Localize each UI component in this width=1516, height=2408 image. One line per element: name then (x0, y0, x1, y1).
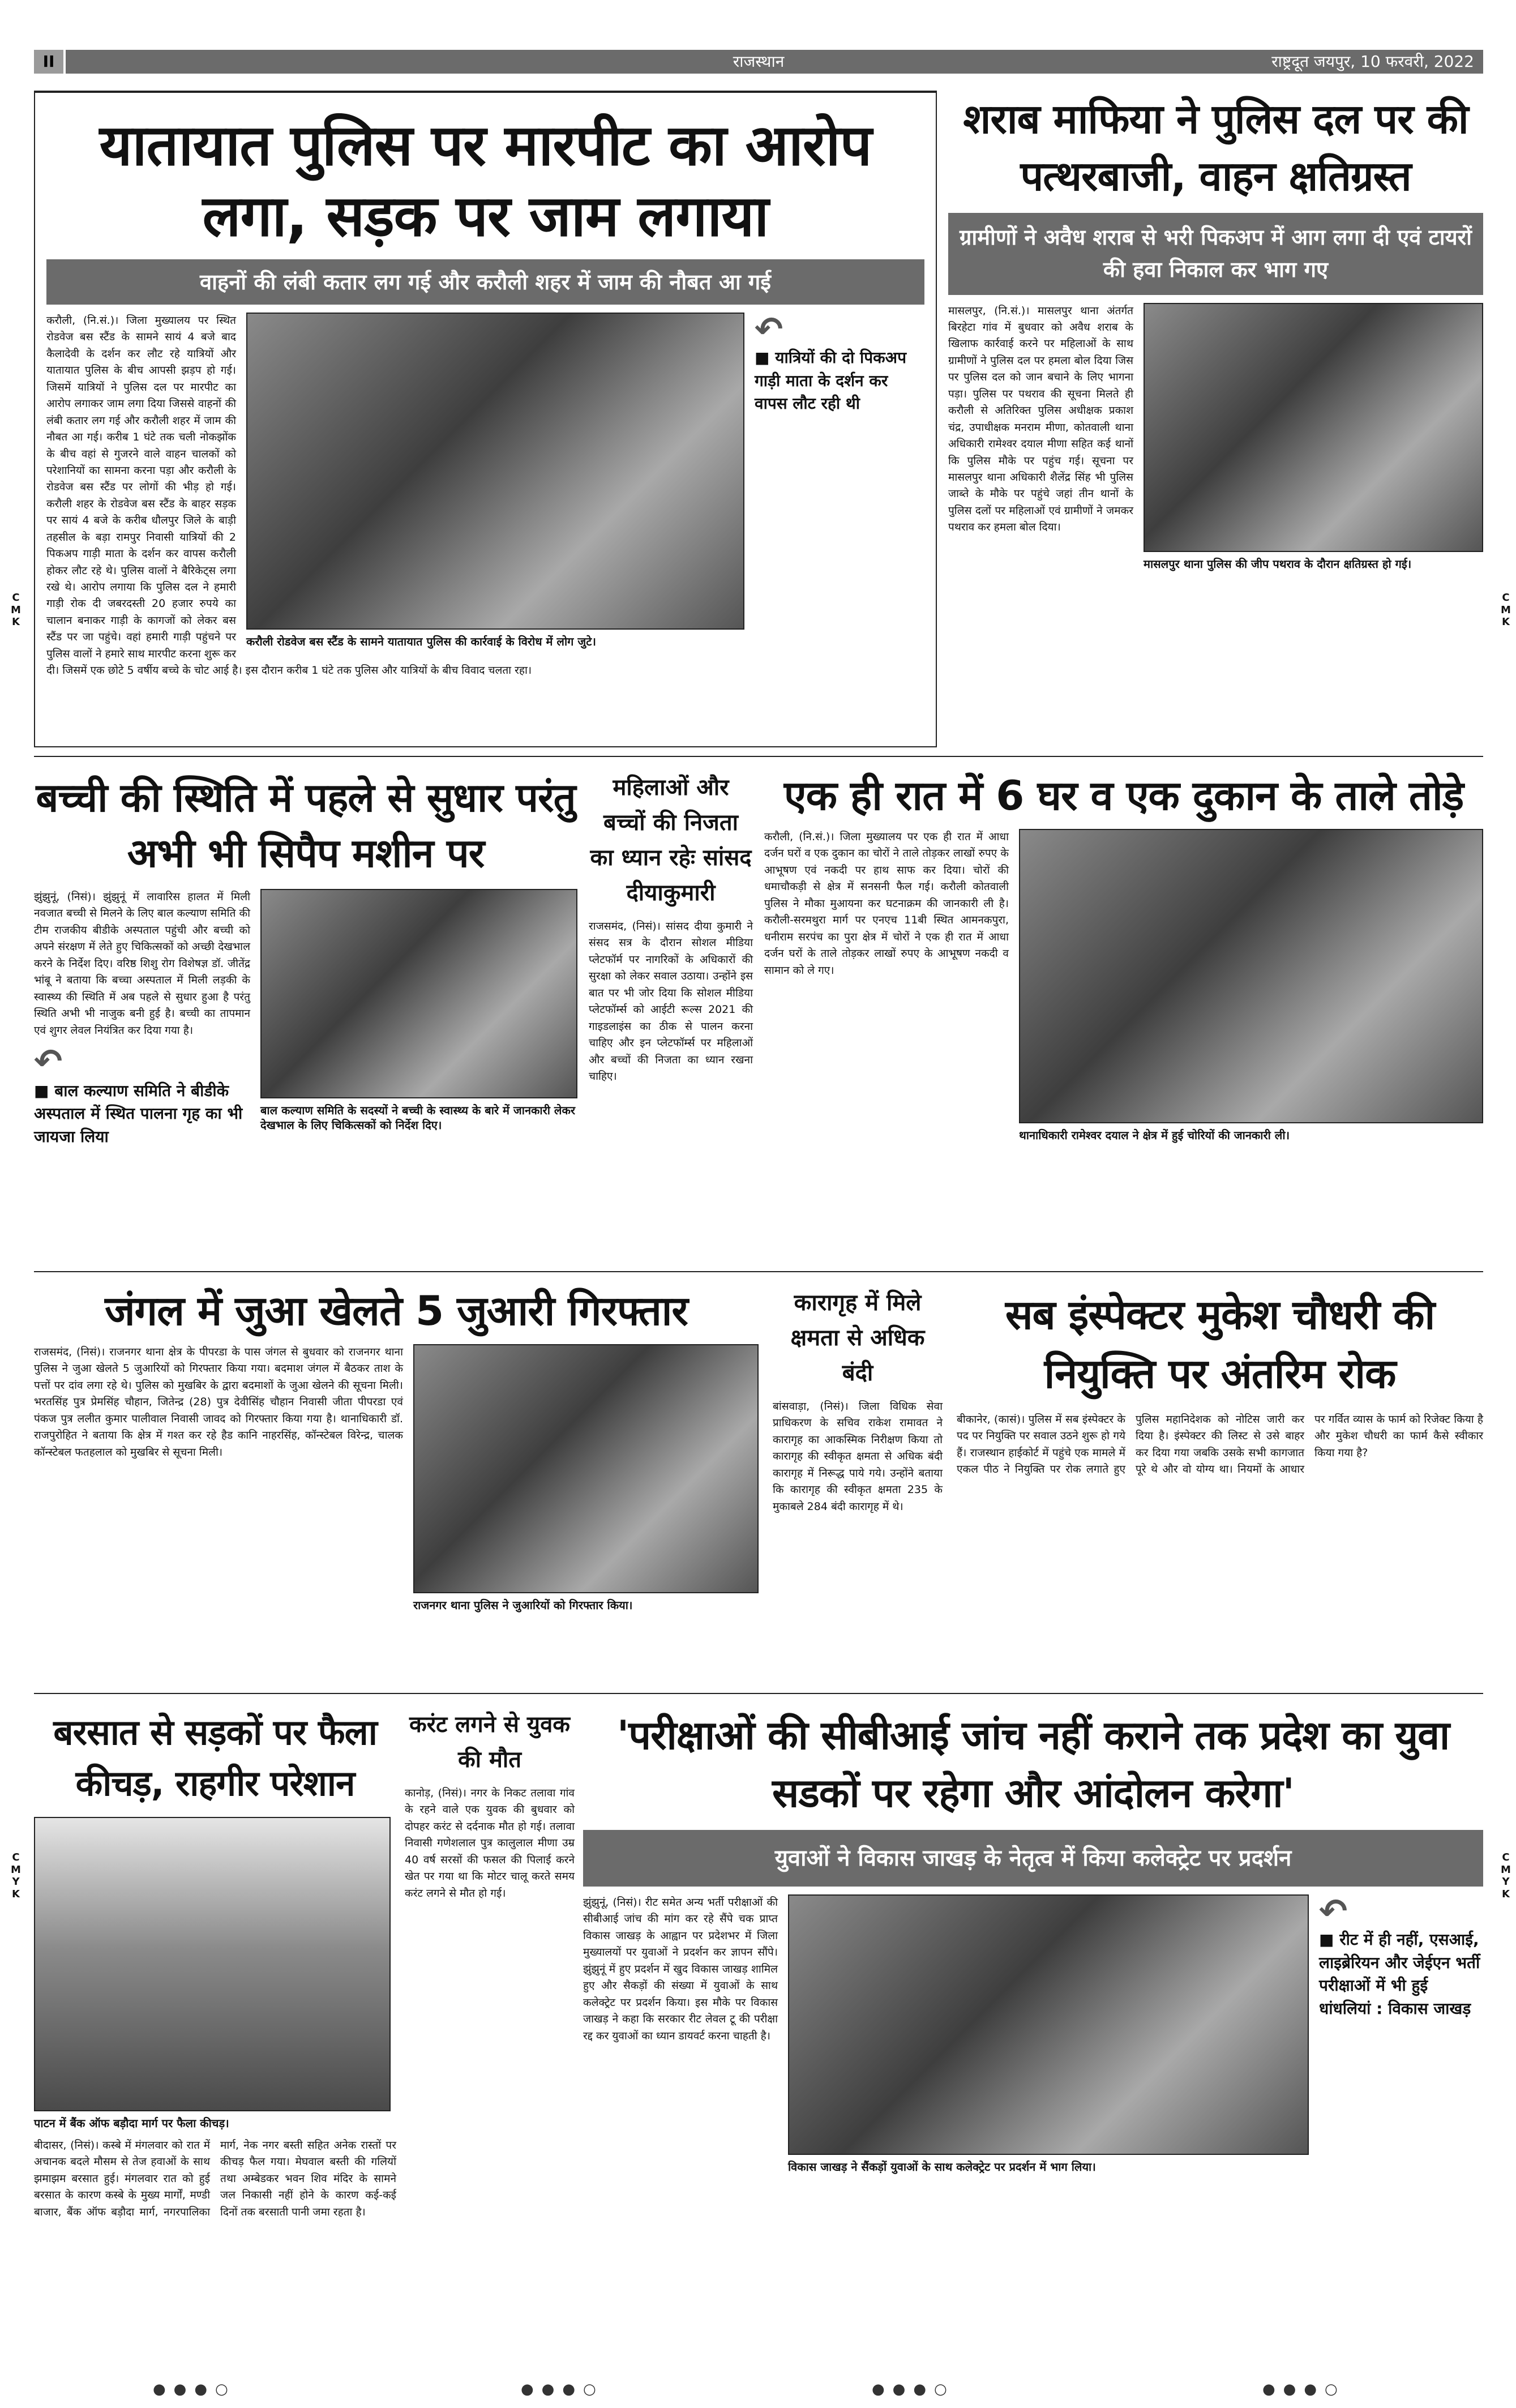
photo-figure (1144, 303, 1483, 571)
cmyk-mark-right: C M K (1501, 592, 1511, 628)
headline: एक ही रात में 6 घर व एक दुकान के ताले तोड़े (783, 772, 1464, 819)
pull-quote: ↶ ■ बाल कल्याण समिति ने बीडीके अस्पताल में स्थित पालना गृह का भी जायजा लिया (34, 1041, 243, 1146)
dateline: राष्ट्रदूत जयपुर, 10 फरवरी, 2022 (1271, 52, 1474, 71)
story-liquor-mafia (948, 91, 1483, 747)
divider (34, 1693, 1483, 1694)
article-body: बीदासर, (निसं)। कस्बे में मंगलवार को रात में अचानक बदले मौसम से तेज हवाओं के साथ झमाझम बरसात हुई। मंगलवार रात को हुई बरसात के कारण कस्बे के मुख्य मार्गों, मण्डी बाजार, बैंक ऑफ बड़ौदा मार्ग, नगरपालिका मार्ग, नेक नगर बस्ती सहित अनेक रास्तों पर कीचड़ फैल गया। मेघवाल बस्ती की गलियों तथा अम्बेडकर भवन शिव मंदिर के सामने जल निकासी नहीं होने के कारण कई-कई दिनों तक बरसाती पानी जमा रहता है। (34, 2138, 396, 2218)
story-prison (773, 1285, 943, 1682)
photo-caption: पाटन में बैंक ऑफ बड़ौदा मार्ग पर फैला कीचड़। (34, 2116, 229, 2130)
headline: बरसात से सड़कों पर फैला कीचड़, राहगीर परेशान (53, 1712, 377, 1804)
photo-figure (413, 1344, 759, 1613)
story-cbi-protest (583, 1707, 1483, 2369)
story-gambling (34, 1285, 759, 1682)
photo-arrested (413, 1344, 759, 1593)
article-body: करौली, (नि.सं.)। जिला मुख्यालय पर एक ही रात में आधा दर्जन घरों व एक दुकान का चोरों ने ताले तोड़कर लाखों रुपए के आभूषण एवं नकदी पर हाथ साफ कर दिया। चोरों की धमाचौकड़ी से क्षेत्र में सनसनी फैल गई। करौली कोतवाली पुलिस ने मौका मुआयना कर घटनाक्रम की जानकारी ली है। करौली-सरमथुरा मार्ग पर एनएच 11बी स्थित आमनकपुरा, धनीराम सरपंच का पुरा क्षेत्र में चोरों ने एक ही रात में आधा दर्जन घरों के ताले तोड़कर लाखों रुपए के आभूषण नकदी व सामान को ले गए। (764, 831, 1009, 977)
headline: बच्ची की स्थिति में पहले से सुधार परंतु अभी भी सिपैप मशीन पर (36, 775, 576, 876)
cmyk-mark-left: C M K (11, 592, 21, 628)
headline: कारागृह में मिले क्षमता से अधिक बंदी (790, 1290, 925, 1386)
photo-caption: राजनगर थाना पुलिस ने जुआरियों को गिरफ्तार किया। (413, 1598, 633, 1612)
deck: ग्रामीणों ने अवैध शराब से भरी पिकअप में आग लगा दी एवं टायरों की हवा निकाल कर भाग गए (948, 213, 1483, 295)
article-body: बांसवाड़ा, (निसं)। जिला विधिक सेवा प्राधिकरण के सचिव राकेश रामावत ने कारागृह का आकस्मिक निरीक्षण किया तो कारागृह की स्वीकृत क्षमता से अधिक बंदी कारागृह में निरूद्ध पाये गये। उन्होंने बताया कि कारागृह की स्वीकृत क्षमता 235 के मुकाबले 284 बंदी कारागृह में थे। (773, 1400, 943, 1513)
story-traffic-police (34, 91, 937, 747)
headline: यातायात पुलिस पर मारपीट का आरोप लगा, सड़क पर जाम लगाया (99, 112, 872, 249)
story-electrocution (405, 1707, 575, 2369)
arrow-icon: ↶ (34, 1041, 63, 1081)
arrow-icon: ↶ (1319, 1892, 1348, 1931)
story-burglary (764, 770, 1483, 1263)
photo-figure (788, 1894, 1309, 2174)
page-number: II (34, 50, 66, 74)
story-sub-inspector (957, 1285, 1483, 1682)
registration-dots: ●●●○ (872, 2381, 955, 2398)
article-body: मासलपुर, (नि.सं.)। मासलपुर थाना अंतर्गत बिरहेटा गांव में बुधवार को अवैध शराब के खिलाफ कार्रवाई करने पर महिलाओं के साथ ग्रामीणों ने पुलिस दल पर हमला बोल दिया जिस पर पुलिस दल को जान बचाने के लिए भागना पड़ा। पुलिस पर पथराव की सूचना मिलते ही करौली से अतिरिक्त पुलिस अधीक्षक प्रकाश चंद्र, उपाधीक्षक मनराम मीणा, कोतवाली थाना अधिकारी रामेश्वर दयाल मीणा सहित कई थानों कि पुलिस मौके पर पहुंच गई। सूचना पर मासलपुर थाना अधिकारी शैलेंद्र सिंह भी पुलिस जाब्ते के मौके पर पहुंचे जहां तीन थानों के पुलिस दलों पर महिलाओं एवं ग्रामीणों ने जमकर पथराव कर हमला बोल दिया। (948, 304, 1133, 534)
photo-caption: बाल कल्याण समिति के सदस्यों ने बच्ची के स्वास्थ्य के बारे में जानकारी लेकर देखभाल के लिए चिकित्सकों को निर्देश दिए। (260, 1104, 576, 1132)
article-body: कानोड़, (निसं)। नगर के निकट तलावा गांव के रहने वाले एक युवक की बुधवार को दोपहर करंट से दर्दनाक मौत हो गई। तलावा निवासी गणेशलाल पुत्र कालुलाल मीणा उम्र 40 वर्ष सरसों की फसल की पिलाई करने खेत पर गया था कि मोटर चालू करते समय करंट लगने से मौत हो गई। (405, 1787, 575, 1900)
divider (34, 1271, 1483, 1272)
headline: करंट लगने से युवक की मौत (409, 1712, 571, 1773)
pull-quote: ↶ ■ यात्रियों की दो पिकअप गाड़ी माता के दर्शन कर वापस लौट रही थी (755, 313, 924, 416)
photo-figure (260, 889, 577, 1132)
bullet-icon: ■ (755, 348, 776, 367)
headline: महिलाओं और बच्चों की निजता का ध्यान रहेः सांसद दीयाकुमारी (590, 775, 752, 906)
article-body: राजसमंद, (निसं)। राजनगर थाना क्षेत्र के पीपरडा के पास जंगल से बुधवार को राजनगर थाना पुलिस ने जुआ खेलते 5 जुआरियों को गिरफ्तार किया गया। बदमाश जंगल में बैठकर ताश के पत्तों पर दांव लगा रहे थे। पुलिस को मुखबिर के द्वारा बदमाशों के जुआ खेलने की सूचना मिली। भरतसिंह पुत्र प्रेमसिंह चौहान, जितेन्द्र (28) पुत्र देवीसिंह चौहान निवासी जीता पीपरडा एवं पंकज पुत्र ललीत कुमार पालीवाल निवासी जावद को गिरफ्तार किया गया है। थानाधिकारी डॉ. राजपुरोहित ने बताया कि क्षेत्र में गश्त कर रहे हैड कानि नाहरसिंह, कॉन्स्टेबल विरेन्द्र, चालक कॉन्स्टेबल फतहलाल को मुखबिर से सूचना मिली। (34, 1346, 403, 1459)
headline: शराब माफिया ने पुलिस दल पर की पत्थरबाजी, वाहन क्षतिग्रस्त (963, 95, 1468, 200)
photo-committee (260, 889, 577, 1098)
arrow-icon: ↶ (755, 310, 783, 349)
article-body: झुंझुनूं, (निसं)। झुंझुनूं में लावारिस हालत में मिली नवजात बच्ची से मिलने के लिए बाल कल्याण समिति की टीम राजकीय बीडीके अस्पताल पहुंची और बच्ची को अपने संरक्षण में लेते हुए चिकित्सकों को अच्छी देखभाल करने के निर्देश दिए। वरिष्ठ शिशु रोग विशेषज्ञ डॉ. जीतेंद्र भांबू ने बताया कि बच्चा अस्पताल में मिली लड़की के स्वास्थ्य की स्थिति में अब पहले से सुधार हुआ है परंतु स्थिति अभी भी नाजुक बनी हुई है। बच्ची का तापमान एवं शुगर लेवल नियंत्रित कर दिया गया है। (34, 891, 250, 1037)
article-body: राजसमंद, (निसं)। सांसद दीया कुमारी ने संसद सत्र के दौरान सोशल मीडिया प्लेटफॉर्म पर नागरिकों के अधिकारों की सुरक्षा को लेकर सवाल उठाया। उन्होंने इस बात पर भी जोर दिया कि सोशल मीडिया प्लेटफॉर्म्स को आईटी रूल्स 2021 की गाइडलाइंस का ठीक से पालन करना चाहिए और इन प्लेटफॉर्म्स पर महिलाओं और बच्चों की निजता का ध्यान रखना चाहिए। (589, 920, 753, 1083)
bullet-icon: ■ (1319, 1930, 1340, 1949)
article-body: झुंझुनूं, (निसं)। रीट समेत अन्य भर्ती परीक्षाओं की सीबीआई जांच की मांग कर रहे सैंपे चक प्राप्त विकास जाखड़ के आह्वान पर प्रदेशभर में जिला मुख्यालयों पर युवाओं ने प्रदर्शन कर ज्ञापन सौंपे। झुंझुनूं में हुए प्रदर्शन में खुद विकास जाखड़ शामिल हुए और सैकड़ों की संख्या में युवाओं के साथ कलेक्ट्रेट पर प्रदर्शन किया। इस मौके पर विकास जाखड़ ने कहा कि सरकार रीट लेवल टू की परीक्षा रद्द कर युवाओं का ध्यान डायवर्ट करना चाहती है। (583, 1896, 778, 2042)
registration-dots: ●●●○ (153, 2381, 236, 2398)
bullet-icon: ■ (34, 1081, 55, 1100)
photo-caption: मासलपुर थाना पुलिस की जीप पथराव के दौरान क्षतिग्रस्त हो गई। (1144, 557, 1412, 571)
section-title: राजस्थान (733, 52, 785, 71)
story-baby-health (34, 770, 577, 1263)
photo-damaged-jeep (1144, 303, 1483, 552)
page-header (34, 50, 1483, 74)
photo-figure (1019, 829, 1483, 1143)
registration-dots: ●●●○ (1262, 2381, 1346, 2398)
deck: युवाओं ने विकास जाखड़ के नेतृत्व में किया कलेक्ट्रेट पर प्रदर्शन (583, 1830, 1483, 1887)
pull-quote: ↶ ■ रीट में ही नहीं, एसआई, लाइब्रेरियन और जेईएन भर्ती परीक्षाओं में भी हुई धांधलियां : विकास जाखड़ (1319, 1894, 1483, 2020)
headline: जंगल में जुआ खेलते 5 जुआरी गिरफ्तार (105, 1287, 688, 1335)
photo-caption: थानाधिकारी रामेश्वर दयाल ने क्षेत्र में हुई चोरियों की जानकारी ली। (1019, 1128, 1290, 1142)
photo-shop (1019, 829, 1483, 1123)
story-mud (34, 1707, 396, 2369)
divider (34, 756, 1483, 757)
photo-caption: करौली रोडवेज बस स्टैंड के सामने यातायात पुलिस की कार्रवाई के विरोध में लोग जुटे। (246, 635, 596, 648)
cmyk-mark-right-bottom: C M Y K (1501, 1851, 1511, 1900)
article-body: करौली, (नि.सं.)। जिला मुख्यालय पर स्थित रोडवेज बस स्टैंड के सामने सायं 4 बजे बाद कैलादेवी के दर्शन कर लौट रहे यात्रियों और यातायात पुलिस के बीच आपसी झड़प हो गई। जिसमें यात्रियों ने पुलिस दल पर मारपीट का आरोप लगाकर जाम लगा दिया जिससे वाहनों की लंबी कतार लग गई और करौली शहर में जाम की नौबत आ गई। करीब 1 घंटे तक चली नोकझोंक के बीच वहां से गुजरने वाले वाहन चालकों को परेशानियों का सामना करना पड़ा और करौली के रोडवेज बस स्टैंड पर लोगों की भीड़ हो गई। करौली शहर के रोडवेज बस स्टैंड के बाहर सड़क पर सायं 4 बजे के करीब धौलपुर जिले के बाड़ी तहसील के बड़ा रामपुर निवासी यात्रियों की 2 पिकअप गाड़ी माता के दर्शन कर वापस करौली होकर लौट रहे थे। पुलिस वालों ने बैरिकेट्स लगा रखे थे। आरोप लगाया कि पुलिस दल ने हमारी गाड़ी रोक दी जबरदस्ती 20 हजार रुपये का चालान बनाकर गाड़ी के कागजों को लेकर बस स्टैंड पर जा पहुंचे। वहां हमारी गाड़ी पहुंचने पर पुलिस वालों ने हमारे साथ मारपीट करना शुरू कर दी। जिसमें एक छोटे 5 वर्षीय बच्चे के चोट आई है। इस दौरान करीब 1 घंटे तक पुलिस और यात्रियों के बीच विवाद चलता रहा। (46, 314, 532, 677)
photo-figure (246, 313, 744, 649)
photo-caption: विकास जाखड़ ने सैंकड़ों युवाओं के साथ कलेक्ट्रेट पर प्रदर्शन में भाग लिया। (788, 2160, 1096, 2174)
registration-dots: ●●●○ (521, 2381, 604, 2398)
cmyk-mark-left-bottom: C M Y K (11, 1851, 21, 1900)
photo-muddy-road (34, 1817, 391, 2111)
photo-crowd (246, 313, 744, 630)
headline: 'परीक्षाओं की सीबीआई जांच नहीं कराने तक प्रदेश का युवा सडकों पर रहेगा और आंदोलन करेगा' (616, 1712, 1450, 1816)
story-diya-kumari (589, 770, 753, 1263)
article-body: बीकानेर, (कासं)। पुलिस में सब इंस्पेक्टर के पद पर नियुक्ति पर सवाल उठने शुरू हो गये हैं। राजस्थान हाईकोर्ट में पहुंचे एक मामले में एकल पीठ ने नियुक्ति पर रोक लगाते हुए पुलिस महानिदेशक को नोटिस जारी कर दिया है। इंस्पेक्टर की लिस्ट से उसे बाहर कर दिया गया जबकि उसके सभी कागजात पूरे थे और वो योग्य था। नियमों के आधार पर गर्वित व्यास के फार्म को रिजेक्ट किया है और मुकेश चौधरी का फार्म कैसे स्वीकार किया गया है? (957, 1413, 1483, 1476)
photo-protest (788, 1894, 1309, 2155)
deck: वाहनों की लंबी कतार लग गई और करौली शहर में जाम की नौबत आ गई (46, 259, 924, 305)
headline: सब इंस्पेक्टर मुकेश चौधरी की नियुक्ति पर अंतरिम रोक (1005, 1291, 1435, 1398)
